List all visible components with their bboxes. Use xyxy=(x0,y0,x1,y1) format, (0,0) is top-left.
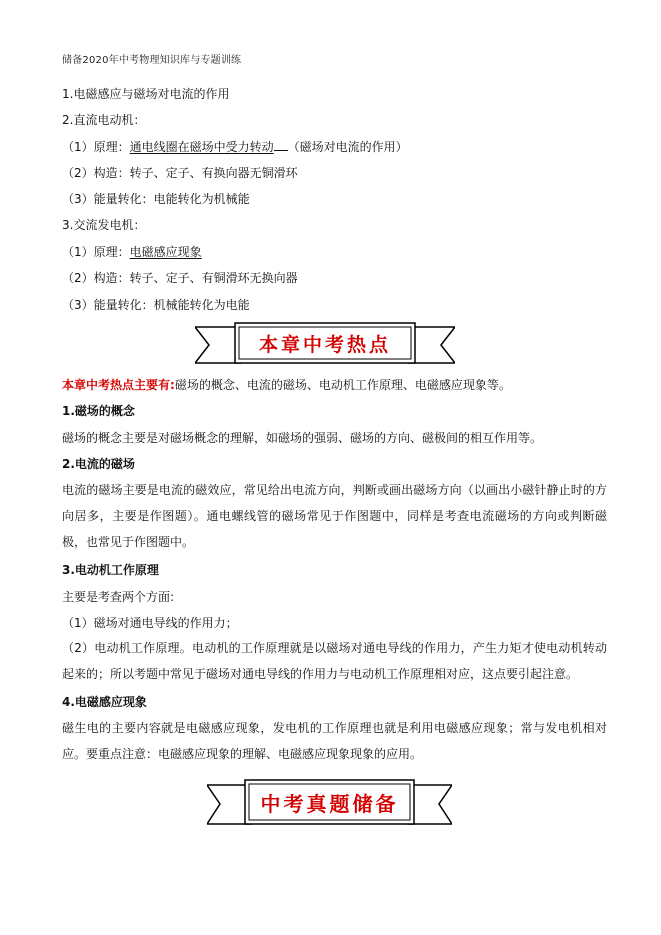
ribbon-banner-hotspots xyxy=(195,321,455,367)
ribbon-banner-exam xyxy=(207,778,452,828)
banner-hotspots-title: 本章中考热点 xyxy=(258,334,391,356)
section-3-text: 主要是考查两个方面: xyxy=(62,590,175,604)
section-3-title: 3.电动机工作原理 xyxy=(62,563,159,577)
outline-item-3-2: （2）构造：转子、定子、有铜滑环无换向器 xyxy=(62,271,298,285)
section-2-text: 电流的磁场主要是电流的磁效应，常见给出电流方向，判断或画出磁场方向（以画出小磁针静止时的方向居多，主要是作图题）。通电螺线管的磁场常见于作图题中，同样是考查电流磁场的方向或判断磁极，也常见于作图题中。 xyxy=(62,483,607,549)
hotspots-intro-text: 磁场的概念、电流的磁场、电动机工作原理、电磁感应现象等。 xyxy=(174,378,511,392)
banner-exam-title: 中考真题储备 xyxy=(260,792,399,816)
outline-item-2-1-underlined: 通电线圈在磁场中受力转动 xyxy=(129,140,274,154)
hotspots-intro xyxy=(62,377,511,393)
outline-item-2-1-suffix: （磁场对电流的作用） xyxy=(287,140,408,154)
outline-item-3-3: （3）能量转化：机械能转化为电能 xyxy=(62,298,250,312)
outline-item-3-1-prefix: （1）原理： xyxy=(62,245,130,259)
outline-item-3: 3.交流发电机： xyxy=(62,218,146,232)
section-3-item-1: （1）磁场对通电导线的作用力； xyxy=(62,616,238,630)
blank-underline xyxy=(274,138,288,151)
outline-item-2-2: （2）构造：转子、定子、有换向器无铜滑环 xyxy=(62,166,298,180)
outline-item-3-1-underlined: 电磁感应现象 xyxy=(129,245,202,259)
outline-item-3-1 xyxy=(62,244,202,260)
section-4-title: 4.电磁感应现象 xyxy=(62,695,147,709)
outline-item-2-1 xyxy=(62,138,408,155)
outline-item-1: 1.电磁感应与磁场对电流的作用 xyxy=(62,87,230,101)
outline-item-2: 2.直流电动机： xyxy=(62,113,146,127)
outline-item-2-1-prefix: （1）原理： xyxy=(62,140,130,154)
outline-item-2-3: （3）能量转化：电能转化为机械能 xyxy=(62,192,250,206)
hotspots-intro-label: 本章中考热点主要有: xyxy=(62,378,175,392)
page-header: 储备2020年中考物理知识库与专题训练 xyxy=(62,55,242,66)
section-3-item-2: （2）电动机工作原理。电动机的工作原理就是以磁场对通电导线的作用力，产生力矩才使电动机转动起来的；所以考题中常见于磁场对通电导线的作用力与电动机工作原理相对应，这点要引起注意。 xyxy=(62,641,607,681)
section-4-text: 磁生电的主要内容就是电磁感应现象，发电机的工作原理也就是利用电磁感应现象；常与发电机相对应。要重点注意：电磁感应现象的理解、电磁感应现象现象的应用。 xyxy=(62,721,607,761)
section-1-text: 磁场的概念主要是对磁场概念的理解，如磁场的强弱、磁场的方向、磁极间的相互作用等。 xyxy=(62,431,543,445)
section-1-title: 1.磁场的概念 xyxy=(62,404,135,418)
section-2-title: 2.电流的磁场 xyxy=(62,457,135,471)
